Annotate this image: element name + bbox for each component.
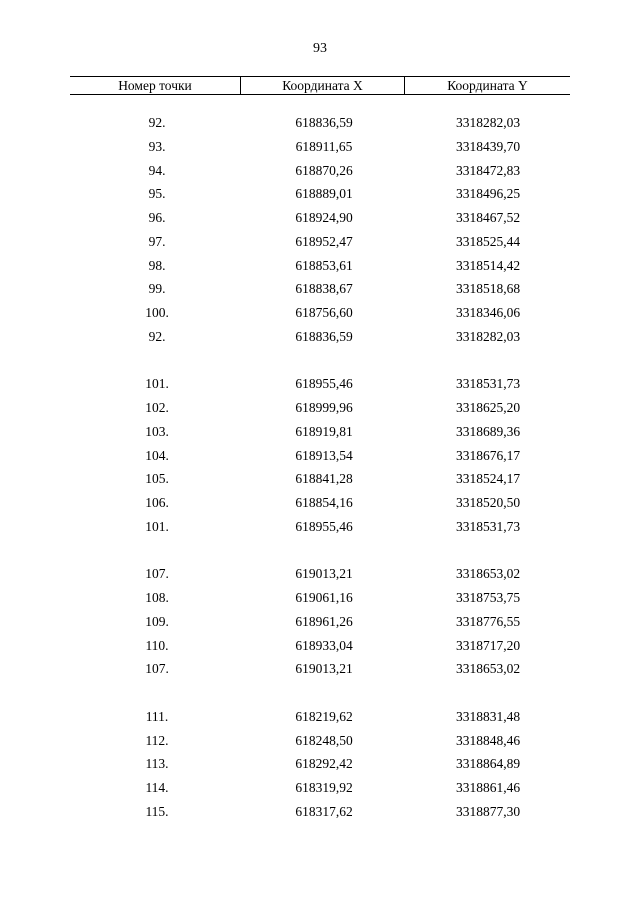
- cell-coordinate-x: 618836,59: [295, 328, 353, 344]
- table-row: [70, 705, 570, 729]
- cell-point-number: 112.: [145, 732, 169, 748]
- cell-point-number: 100.: [145, 305, 169, 320]
- cell-coordinate-x: 618999,96: [295, 400, 353, 415]
- cell-coordinate-x: 618955,46: [295, 518, 353, 534]
- cell-coordinate-x: 619013,21: [295, 661, 353, 677]
- table-row: [70, 444, 570, 468]
- cell-coordinate-x: 618924,90: [295, 210, 353, 225]
- cell-coordinate-y: 3318776,55: [455, 613, 521, 629]
- table-row: [70, 634, 570, 658]
- cell-coordinate-x: 619061,16: [295, 590, 353, 605]
- cell-coordinate-x: 618319,92: [295, 780, 353, 795]
- cell-coordinate-y: 3318531,73: [455, 518, 521, 534]
- cell-coordinate-y: 3318282,03: [455, 115, 521, 130]
- cell-coordinate-y: 3318472,83: [455, 162, 521, 178]
- cell-point-number: 92.: [148, 115, 166, 130]
- cell-point-number: 109.: [145, 613, 169, 629]
- cell-point-number: 105.: [145, 471, 169, 487]
- table-row: [70, 135, 570, 159]
- cell-coordinate-x: 618955,46: [295, 376, 353, 392]
- coordinates-table: [70, 76, 570, 824]
- table-row: [70, 515, 570, 539]
- cell-coordinate-x: 618961,26: [295, 613, 353, 629]
- table-row: [70, 752, 570, 776]
- cell-coordinate-y: 3318467,52: [455, 210, 521, 225]
- cell-coordinate-y: 3318877,30: [455, 803, 521, 819]
- cell-point-number: 102.: [145, 400, 169, 415]
- table-row: [70, 467, 570, 491]
- cell-point-number: 101.: [145, 518, 169, 534]
- table-row: [70, 396, 570, 420]
- cell-coordinate-y: 3318861,46: [455, 780, 521, 795]
- cell-coordinate-x: 618854,16: [295, 495, 353, 510]
- cell-coordinate-x: 618219,62: [295, 708, 353, 724]
- cell-coordinate-x: 618911,65: [295, 138, 353, 154]
- group-spacer: [70, 539, 570, 563]
- cell-coordinate-y: 3318514,42: [455, 257, 521, 273]
- table-row: [70, 562, 570, 586]
- cell-point-number: 95.: [148, 186, 166, 202]
- table-row: [70, 182, 570, 206]
- cell-point-number: 101.: [145, 376, 169, 392]
- cell-coordinate-y: 3318653,02: [455, 661, 521, 677]
- cell-point-number: 111.: [145, 708, 169, 724]
- cell-coordinate-y: 3318717,20: [455, 637, 521, 653]
- table-header: [70, 76, 570, 95]
- cell-point-number: 115.: [145, 803, 169, 819]
- cell-coordinate-y: 3318346,06: [455, 305, 521, 320]
- table-row: [70, 800, 570, 824]
- table-row: [70, 420, 570, 444]
- table-row: [70, 491, 570, 515]
- cell-point-number: 93.: [148, 138, 166, 154]
- cell-coordinate-x: 618248,50: [295, 732, 353, 748]
- cell-coordinate-x: 619013,21: [295, 566, 353, 582]
- cell-coordinate-x: 618870,26: [295, 162, 353, 178]
- cell-coordinate-y: 3318653,02: [455, 566, 521, 582]
- cell-point-number: 106.: [145, 495, 169, 510]
- cell-point-number: 104.: [145, 447, 169, 463]
- table-row: [70, 657, 570, 681]
- cell-coordinate-x: 618756,60: [295, 305, 353, 320]
- cell-point-number: 97.: [148, 233, 166, 249]
- cell-point-number: 114.: [145, 780, 169, 795]
- cell-coordinate-x: 618838,67: [295, 281, 353, 297]
- cell-coordinate-x: 618919,81: [295, 423, 353, 439]
- cell-coordinate-y: 3318439,70: [455, 138, 521, 154]
- cell-point-number: 113.: [145, 756, 169, 772]
- table-row: [70, 230, 570, 254]
- cell-coordinate-x: 618853,61: [295, 257, 353, 273]
- table-row: [70, 159, 570, 183]
- cell-coordinate-y: 3318864,89: [455, 756, 521, 772]
- cell-coordinate-x: 618292,42: [295, 756, 353, 772]
- group-spacer: [70, 681, 570, 705]
- header-point-number: Номер точки: [118, 78, 192, 93]
- table-row: [70, 111, 570, 135]
- cell-coordinate-y: 3318676,17: [455, 447, 521, 463]
- table-row: [70, 277, 570, 301]
- table-row: [70, 254, 570, 278]
- table-row: [70, 372, 570, 396]
- cell-point-number: 92.: [148, 328, 166, 344]
- cell-coordinate-y: 3318531,73: [455, 376, 521, 392]
- cell-coordinate-y: 3318689,36: [455, 423, 521, 439]
- cell-coordinate-y: 3318520,50: [455, 495, 521, 510]
- cell-coordinate-y: 3318524,17: [455, 471, 521, 487]
- table-row: [70, 729, 570, 753]
- cell-point-number: 99.: [148, 281, 166, 297]
- cell-coordinate-x: 618889,01: [295, 186, 353, 202]
- cell-coordinate-x: 618841,28: [295, 471, 353, 487]
- table-row: [70, 325, 570, 349]
- group-spacer: [70, 349, 570, 373]
- cell-coordinate-y: 3318496,25: [455, 186, 521, 202]
- cell-coordinate-y: 3318753,75: [455, 590, 521, 605]
- cell-coordinate-x: 618317,62: [295, 803, 353, 819]
- cell-point-number: 94.: [148, 162, 166, 178]
- cell-coordinate-y: 3318848,46: [455, 732, 521, 748]
- cell-coordinate-x: 618933,04: [295, 637, 353, 653]
- cell-coordinate-y: 3318625,20: [455, 400, 521, 415]
- cell-coordinate-x: 618836,59: [295, 115, 353, 130]
- page-number: 93: [313, 41, 327, 56]
- table-row: [70, 776, 570, 800]
- table-row: [70, 301, 570, 325]
- cell-point-number: 110.: [145, 637, 169, 653]
- table-row: [70, 610, 570, 634]
- cell-point-number: 103.: [145, 423, 169, 439]
- cell-coordinate-y: 3318831,48: [455, 708, 521, 724]
- cell-coordinate-x: 618913,54: [295, 447, 353, 463]
- cell-point-number: 96.: [148, 210, 166, 225]
- cell-point-number: 107.: [145, 566, 169, 582]
- cell-coordinate-y: 3318525,44: [455, 233, 521, 249]
- cell-point-number: 98.: [148, 257, 166, 273]
- cell-coordinate-x: 618952,47: [295, 233, 353, 249]
- table-row: [70, 586, 570, 610]
- header-coordinate-y: Координата Y: [404, 77, 570, 94]
- cell-point-number: 107.: [145, 661, 169, 677]
- cell-point-number: 108.: [145, 590, 169, 605]
- table-body: [70, 95, 570, 824]
- cell-coordinate-y: 3318282,03: [455, 328, 521, 344]
- table-row: [70, 206, 570, 230]
- header-coordinate-x: Координата X: [240, 77, 404, 94]
- cell-coordinate-y: 3318518,68: [455, 281, 521, 297]
